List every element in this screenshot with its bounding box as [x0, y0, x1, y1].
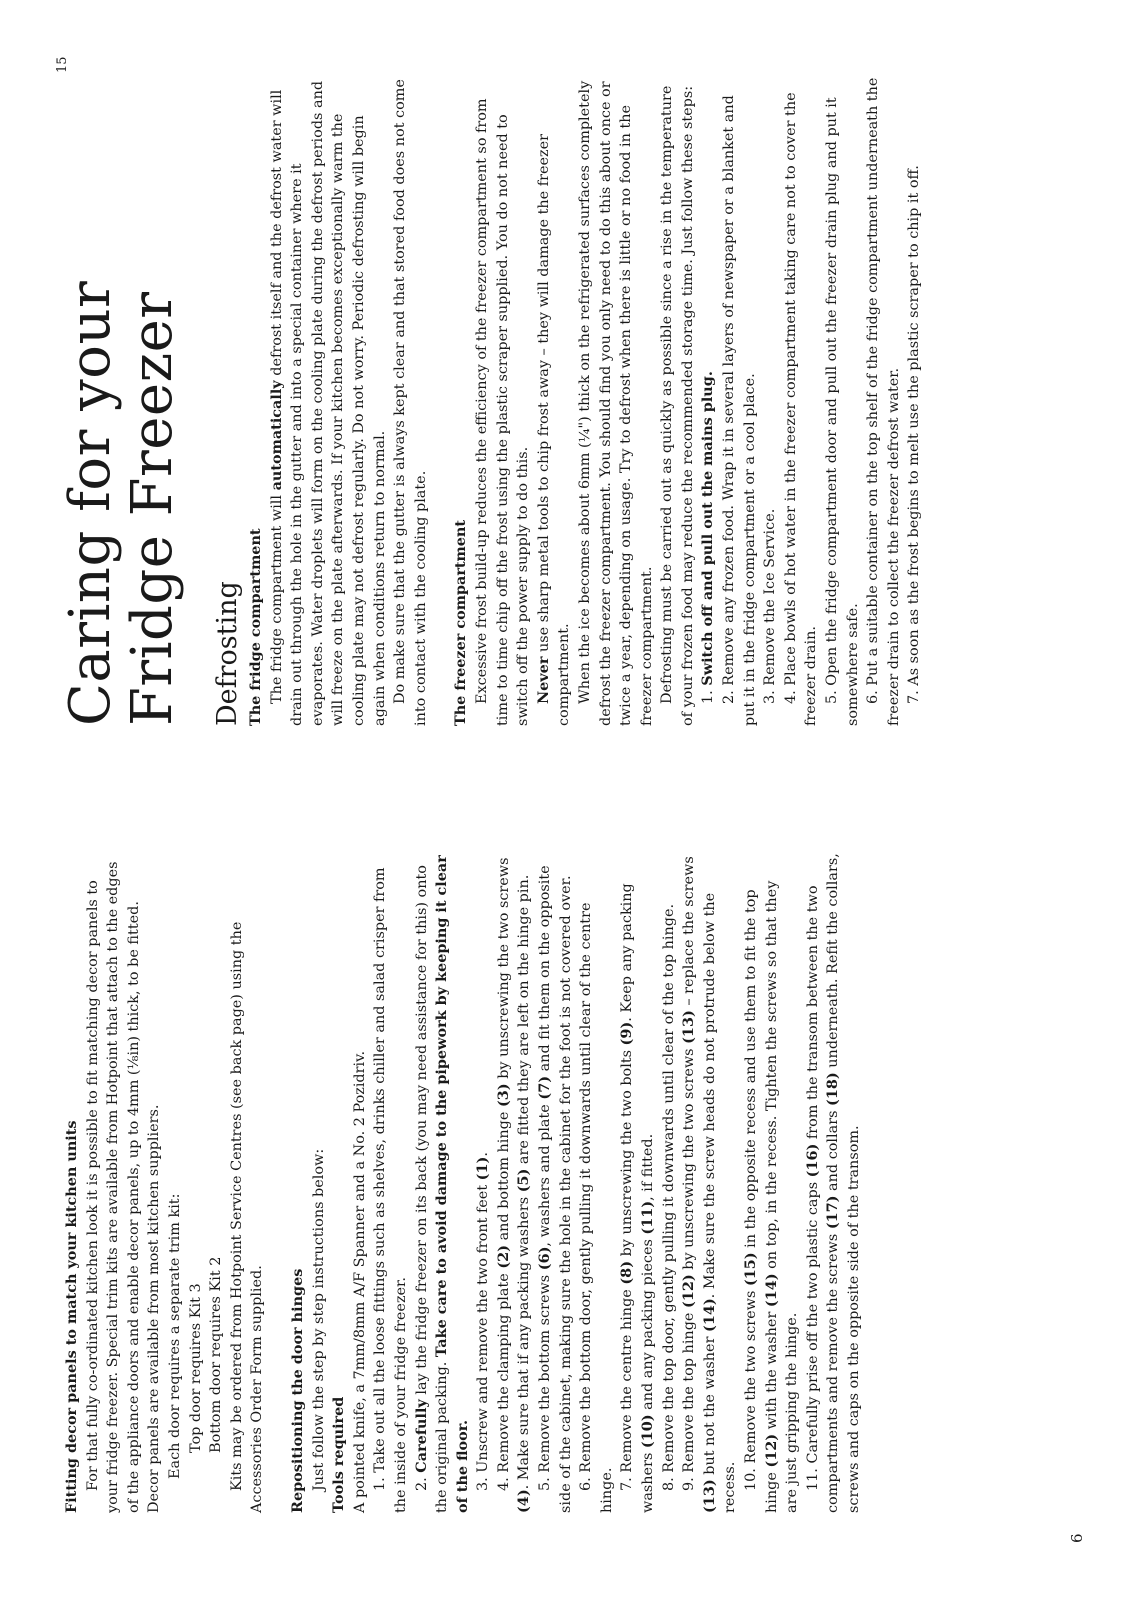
kits-order-paragraph: Kits may be ordered from Hotpoint Service Centres (see back page) using the Accessories Order Form supplied. [228, 921, 266, 1513]
defrost-step-2: 2. Remove any frozen food. Wrap it in several layers of newspaper or a blanket and put it in the fridge compartment or a cool place. [721, 95, 758, 726]
page-number-right: 15 [55, 56, 70, 73]
defrost-step-4: 4. Place bowls of hot water in the freezer compartment taking care not to cover the freezer drain. [782, 92, 820, 726]
fridge-paragraph-2: Do make sure that the gutter is always kept clear and that stored food does not come into contact with the cooling plate. [392, 79, 429, 726]
section-title: Defrosting [212, 581, 243, 726]
hinge-step-4: 4. Remove the clamping plate (2) and bottom hinge (3) by unscrewing the two screws (4). Make sure that if any packing washers (5) are fitted they are left on the hinge pin. [494, 857, 533, 1513]
left-page-text [62, 853, 865, 1513]
page-title: Caring for your Fridge Freezer [58, 280, 185, 726]
hinge-step-6: 6. Remove the bottom door, gently pulling it downwards until clear of the centre hinge. [578, 902, 615, 1513]
freezer-paragraph-3: When the ice becomes about 6mm (¼") thick on the refrigerated surfaces completely defrost the freezer compartment. You should find you only need to do this about once or twice a year, depending on usage. Try to defrost when there is little or no food in the freezer compartment. [576, 80, 655, 726]
fitting-heading: Fitting decor panels to match your kitchen units [63, 1120, 80, 1513]
defrost-step-5: 5. Open the fridge compartment door and pull out the freezer drain plug and put it somewhere safe. [824, 97, 861, 726]
kit-top: Top door requires Kit 3 [187, 1283, 204, 1453]
freezer-heading: The freezer compartment [452, 519, 470, 726]
freezer-paragraph-1: Excessive frost build-up reduces the efficiency of the freezer compartment so from time to time chip off the frost using the plastic scraper supplied. You do not need to switch off the power supply to do this. [473, 98, 532, 726]
page-number-left: 6 [1068, 1533, 1086, 1543]
defrost-step-7: 7. As soon as the frost begins to melt use the plastic scraper to chip it off. [906, 165, 923, 704]
freezer-paragraph-4: Defrosting must be carried out as quickly as possible since a rise in the temperature of your frozen food may reduce the recommended storage time. Just follow these steps: [659, 85, 696, 726]
freezer-paragraph-2: Never use sharp metal tools to chip frost away – they will damage the freezer compartment. [534, 134, 573, 726]
hinges-intro: Just follow the step by step instructions below: [310, 1148, 327, 1491]
defrost-step-1: 1. Switch off and pull out the mains plug. [699, 371, 717, 704]
hinge-step-11: 11. Carefully prise off the two plastic caps (16) from the transom between the two compartments and remove the screws (17) and collars (18) underneath. Refit the collars, screws and caps on the opposite side of the transom. [803, 853, 862, 1513]
hinge-step-1: 1. Take out all the loose fittings such as shelves, drinks chiller and salad crisper from the inside of your fridge freezer. [372, 867, 409, 1513]
hinge-step-7: 7. Remove the centre hinge (8) by unscrewing the two bolts (9). Keep any packing washers (10) and any packing pieces (11), if fitted. [618, 883, 657, 1513]
hinge-step-5: 5. Remove the bottom screws (6), washers and plate (7) and fit them on the opposite side of the cabinet, making sure the hole in the cabinet for the foot is not covered over. [536, 865, 574, 1513]
hinges-heading: Repositioning the door hinges [288, 1268, 306, 1513]
hinge-step-8: 8. Remove the top door, gently pulling it downwards until clear of the top hinge. [660, 903, 677, 1491]
kit-bottom: Bottom door requires Kit 2 [208, 1256, 225, 1453]
fitting-paragraph: For that fully co-ordinated kitchen look it is possible to fit matching decor panels to your fridge freezer. Special trim kits are available from Hotpoint that attach to the edges of the appliance doors and enable decor panels, up to 4mm (⅛in) thick, to be fitted. Decor panels are available from most kitchen suppliers. [84, 861, 163, 1513]
hinge-step-10: 10. Remove the two screws (15) in the opposite recess and use them to fit the top hinge (12) with the washer (14) on top, in the recess. Tighten the screws so that they are just gripping the hinge. [742, 880, 801, 1513]
fridge-paragraph-1: The fridge compartment will automatically defrost itself and the defrost water will drain out through the hole in the gutter and into a special container where it evaporates. Water droplets will form on the cooling plate during the defrost periods and will freeze on the plate afterwards. If your kitchen becomes exceptionally warm the cooling plate may not defrost regularly. Do not worry. Periodic defrosting will begin again when conditions return to normal. [267, 80, 388, 726]
kit-intro: Each door requires a separate trim kit: [166, 1193, 183, 1479]
tools-heading: Tools required [330, 1396, 348, 1513]
defrost-step-6: 6. Put a suitable container on the top shelf of the fridge compartment underneath the freezer drain to collect the freezer defrost water. [865, 77, 902, 726]
tools-text: A pointed knife, a 7mm/8mm A/F Spanner and a No. 2 Pozidriv. [351, 1050, 368, 1513]
hinge-step-9: 9. Remove the top hinge (12) by unscrewing the two screws (13) – replace the screws (13) but not the washer (14). Make sure the screw heads do not protrude below the recess. [680, 856, 739, 1513]
fridge-heading: The fridge compartment [247, 528, 264, 726]
hinge-step-3: 3. Unscrew and remove the two front feet (1). [474, 1152, 492, 1491]
defrost-step-3: 3. Remove the Ice Service. [762, 508, 779, 704]
hinge-step-2: 2. Carefully lay the fridge freezer on its back (you may need assistance for this) onto the original packing. Take care to avoid damage to the pipework by keeping it clear of the floor. [412, 855, 471, 1513]
right-page-text [60, 76, 925, 726]
